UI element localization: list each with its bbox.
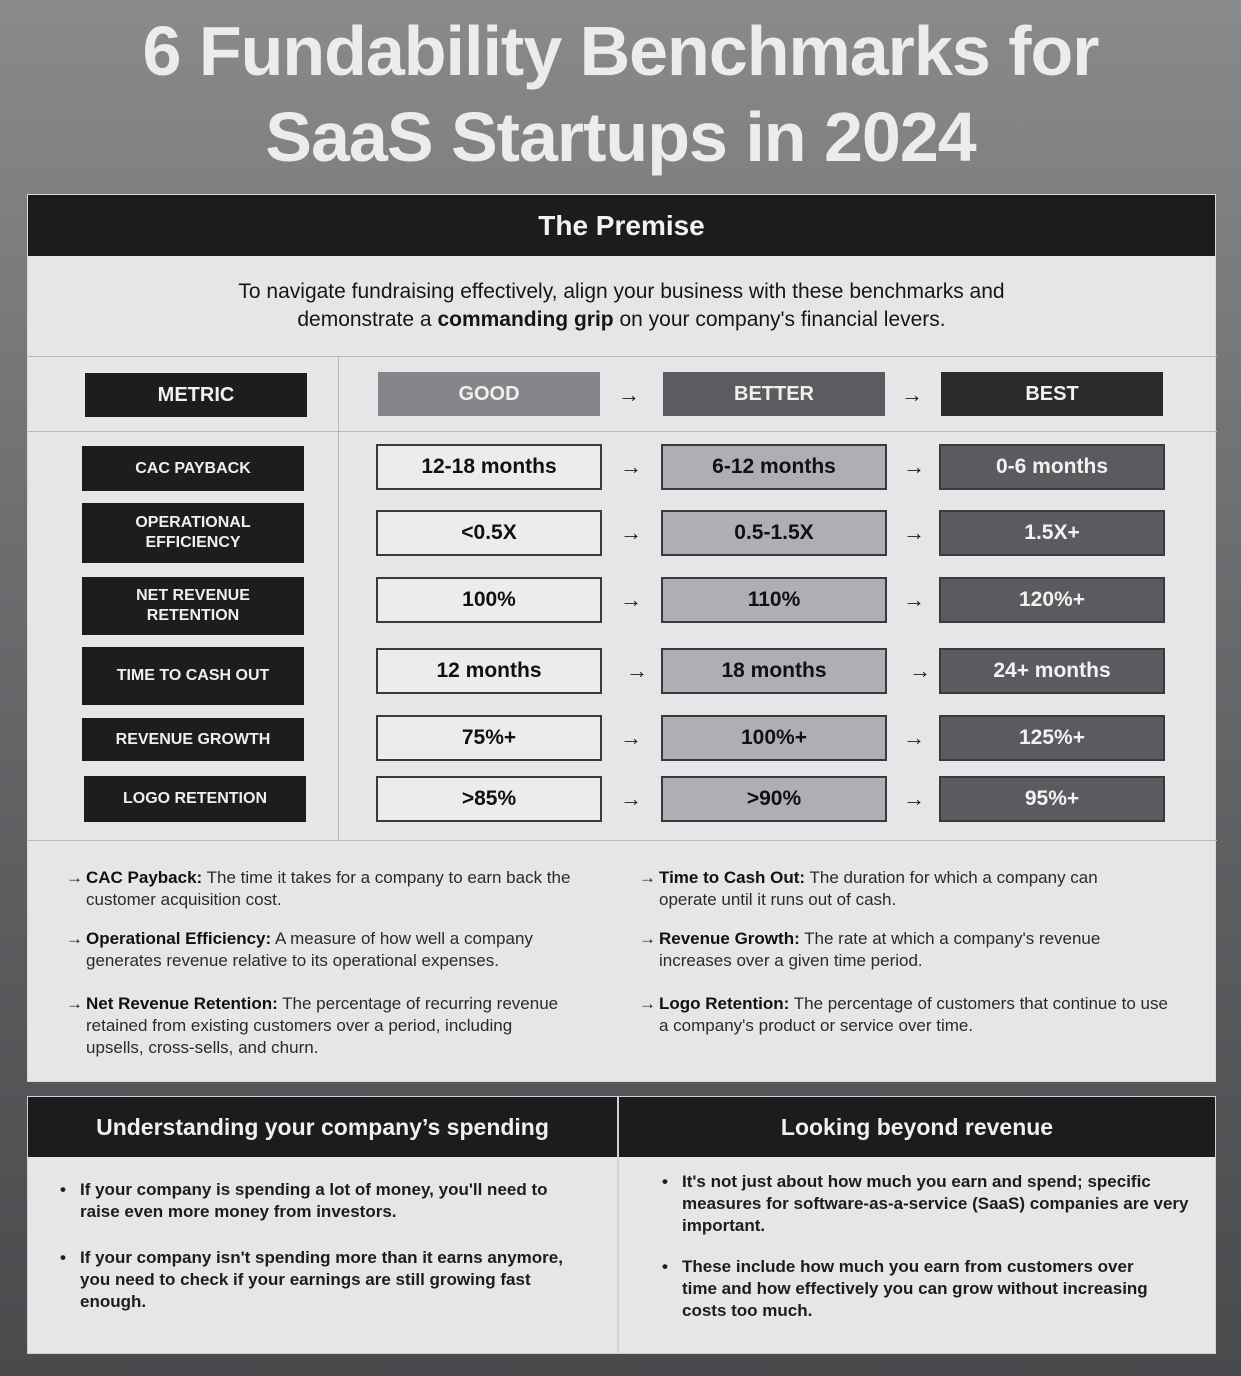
definition-term: Logo Retention: (659, 994, 790, 1013)
arrow-icon: → (620, 587, 642, 612)
arrow-icon: → (618, 382, 640, 407)
arrow-icon: → (639, 994, 656, 1013)
value-better: 110% (661, 577, 887, 623)
definition-text: The percentage of recurring revenue retained from existing customers over a period, including upsells, cross-sells, and churn. (86, 994, 559, 1057)
value-good: 12 months (376, 648, 602, 694)
bullet-icon: • (60, 1248, 66, 1267)
definition-term: Net Revenue Retention: (86, 994, 278, 1013)
value-best: 125%+ (939, 715, 1165, 761)
definition-term: Revenue Growth: (659, 929, 800, 948)
definition-revenue-growth (639, 928, 1169, 972)
spending-heading: Understanding your company’s spending (28, 1097, 617, 1157)
list-item (662, 1256, 1172, 1322)
definition-cac-payback (66, 867, 626, 911)
arrow-icon: → (66, 994, 83, 1013)
beyond-revenue-heading: Looking beyond revenue (619, 1097, 1215, 1157)
value-better: 0.5-1.5X (661, 510, 887, 556)
arrow-icon: → (903, 454, 925, 479)
definition-time-to-cash-out (639, 867, 1159, 911)
value-good: 100% (376, 577, 602, 623)
value-best: 0-6 months (939, 444, 1165, 490)
premise-bold-text: commanding grip (437, 308, 614, 331)
list-item (60, 1179, 590, 1223)
arrow-icon: → (909, 658, 931, 683)
value-best: 1.5X+ (939, 510, 1165, 556)
arrow-icon: → (639, 868, 656, 887)
value-good: 12-18 months (376, 444, 602, 490)
definition-net-revenue-retention (66, 993, 566, 1059)
arrow-icon: → (66, 929, 83, 948)
value-better: 6-12 months (661, 444, 887, 490)
metric-label: OPERATIONAL EFFICIENCY (82, 503, 304, 563)
list-item (60, 1247, 570, 1313)
definition-text: A measure of how well a company generates revenue relative to its operational expenses. (86, 929, 533, 970)
definition-text: The rate at which a company's revenue increases over a given time period. (659, 929, 1101, 970)
header-metric: METRIC (85, 373, 307, 417)
header-good: GOOD (378, 372, 600, 416)
arrow-icon: → (639, 929, 656, 948)
benchmarks-card (27, 194, 1216, 1082)
premise-line-2 (28, 306, 1215, 334)
premise-text (28, 256, 1215, 356)
premise-heading: The Premise (28, 195, 1215, 256)
arrow-icon: → (620, 786, 642, 811)
definition-text: The duration for which a company can operate until it runs out of cash. (659, 868, 1098, 909)
definition-operational-efficiency (66, 928, 606, 972)
spending-panel (27, 1096, 618, 1354)
value-good: 75%+ (376, 715, 602, 761)
arrow-icon: → (66, 868, 83, 887)
benchmark-table (28, 356, 1217, 841)
arrow-icon: → (620, 454, 642, 479)
value-better: 18 months (661, 648, 887, 694)
arrow-icon: → (620, 725, 642, 750)
arrow-icon: → (901, 382, 923, 407)
value-better: >90% (661, 776, 887, 822)
definition-term: Time to Cash Out: (659, 868, 806, 887)
value-better: 100%+ (661, 715, 887, 761)
bullet-text: If your company isn't spending more than it earns anymore, you need to check if your earnings are still growing fast enough. (80, 1248, 563, 1311)
value-best: 24+ months (939, 648, 1165, 694)
title-line-1: 6 Fundability Benchmarks for (142, 12, 1099, 90)
arrow-icon: → (903, 725, 925, 750)
definition-text: The time it takes for a company to earn back the customer acquisition cost. (86, 868, 571, 909)
list-item (662, 1171, 1192, 1237)
bullet-icon: • (662, 1257, 668, 1276)
premise-line-1: To navigate fundraising effectively, align your business with these benchmarks and (238, 280, 1005, 303)
arrow-icon: → (626, 658, 648, 683)
beyond-revenue-panel (618, 1096, 1216, 1354)
header-divider (28, 431, 1217, 432)
premise-text-part: demonstrate a (297, 308, 438, 331)
value-best: 95%+ (939, 776, 1165, 822)
value-best: 120%+ (939, 577, 1165, 623)
column-divider (338, 357, 339, 840)
metric-label: LOGO RETENTION (84, 776, 306, 822)
definition-text: The percentage of customers that continue to use a company's product or service over time. (659, 994, 1168, 1035)
title-line-2: SaaS Startups in 2024 (265, 98, 976, 176)
arrow-icon: → (903, 520, 925, 545)
definition-term: Operational Efficiency: (86, 929, 272, 948)
bullet-text: It's not just about how much you earn and spend; specific measures for software-as-a-service (SaaS) companies are very important. (682, 1172, 1189, 1235)
metric-label: REVENUE GROWTH (82, 718, 304, 761)
bullet-icon: • (60, 1180, 66, 1199)
premise-text-part: on your company's financial levers. (613, 308, 946, 331)
definition-term: CAC Payback: (86, 868, 203, 887)
metric-label: CAC PAYBACK (82, 446, 304, 491)
value-good: >85% (376, 776, 602, 822)
header-better: BETTER (663, 372, 885, 416)
value-good: <0.5X (376, 510, 602, 556)
arrow-icon: → (903, 786, 925, 811)
arrow-icon: → (620, 520, 642, 545)
bullet-text: If your company is spending a lot of money, you'll need to raise even more money from investors. (80, 1180, 548, 1221)
arrow-icon: → (903, 587, 925, 612)
bullet-icon: • (662, 1172, 668, 1191)
bullet-text: These include how much you earn from customers over time and how effectively you can grow without increasing costs too much. (682, 1257, 1148, 1320)
metric-label: TIME TO CASH OUT (82, 647, 304, 705)
definition-logo-retention (639, 993, 1179, 1037)
header-best: BEST (941, 372, 1163, 416)
metric-label: NET REVENUE RETENTION (82, 577, 304, 635)
page-title (0, 8, 1241, 180)
